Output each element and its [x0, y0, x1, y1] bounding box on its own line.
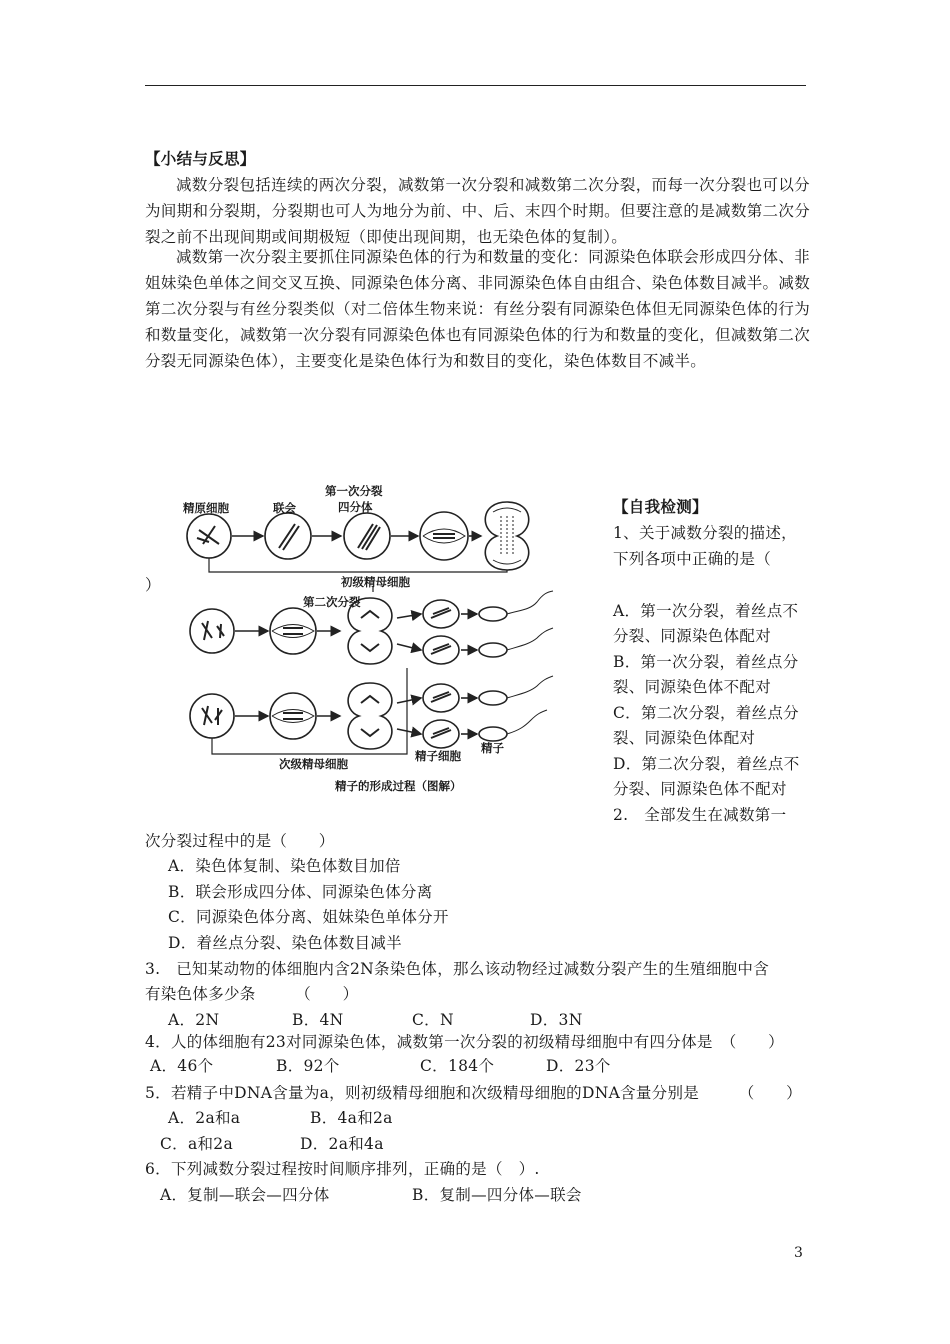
tetrad-cell — [344, 513, 390, 559]
q6-option-a: A．复制—联会—四分体 — [160, 1186, 330, 1204]
label-tetrad: 四分体 — [338, 500, 373, 514]
metaphase-two-cell-2 — [270, 693, 316, 739]
q1-option-a-1: A．第一次分裂，着丝点不 — [613, 602, 799, 620]
label-second-division: 第二次分裂 — [303, 595, 361, 609]
q2-option-a: A．染色体复制、染色体数目加倍 — [168, 857, 401, 875]
label-sperm: 精子 — [481, 741, 504, 755]
q3-option-c: C．N — [412, 1011, 454, 1029]
sperm-4 — [479, 727, 507, 741]
q5-option-a: A．2a和a — [168, 1109, 241, 1127]
sperm-3 — [479, 691, 507, 705]
page-number: 3 — [794, 1245, 803, 1261]
label-primary: 初级精母细胞 — [341, 575, 410, 589]
label-secondary: 次级精母细胞 — [279, 757, 348, 771]
label-spermatogonium: 精原细胞 — [183, 501, 229, 515]
q1-option-c-2: 裂、同源染色体配对 — [613, 729, 756, 747]
q2-option-d: D．着丝点分裂、染色体数目减半 — [168, 934, 402, 952]
q3-option-d: D．3N — [530, 1011, 583, 1029]
anaphase-two-cell-2 — [348, 683, 392, 749]
q3-option-a: A．2N — [168, 1011, 220, 1029]
q5-line-1: 5．若精子中DNA含量为a，则初级精母细胞和次级精母细胞的DNA含量分别是 （ ） — [145, 1084, 802, 1102]
selfcheck-heading: 【自我检测】 — [613, 497, 708, 516]
q4-option-b: B．92个 — [276, 1057, 340, 1075]
metaphase-two-cell-1 — [270, 608, 316, 654]
q1-line-1: 1、关于减数分裂的描述， — [613, 524, 797, 542]
q2-line-1: 2. 全部发生在减数第一 — [613, 806, 787, 824]
q4-option-c: C．184个 — [420, 1057, 495, 1075]
q4-option-d: D．23个 — [546, 1057, 611, 1075]
q1-line-2: 下列各项中正确的是（ — [613, 550, 772, 568]
metaphase-one-cell — [420, 512, 468, 560]
q6-option-b: B．复制—四分体—联会 — [412, 1186, 582, 1204]
q2-line-2: 次分裂过程中的是（ ） — [145, 832, 335, 850]
q1-option-b-2: 裂、同源染色体不配对 — [613, 678, 772, 696]
q4-line-1: 4．人的体细胞有23对同源染色体，减数第一次分裂的初级精母细胞中有四分体是 （ ） — [145, 1033, 784, 1051]
q5-option-b: B．4a和2a — [310, 1109, 393, 1127]
q1-option-c-1: C．第二次分裂，着丝点分 — [613, 704, 799, 722]
q5-option-c: C．a和2a — [160, 1135, 234, 1153]
q4-option-a: A．46个 — [150, 1057, 214, 1075]
secondary-cell-2 — [190, 694, 234, 738]
q1-option-b-1: B．第一次分裂，着丝点分 — [613, 653, 799, 671]
q1-paren: ） — [145, 576, 161, 594]
q6-line-1: 6．下列减数分裂过程按时间顺序排列，正确的是（ ）. — [145, 1160, 540, 1178]
label-spermatid: 精子细胞 — [415, 749, 461, 763]
summary-paragraph-1: 减数分裂包括连续的两次分裂，减数第一次分裂和减数第二次分裂，而每一次分裂也可以分为间期和分裂期，分裂期也可人为地分为前、中、后、末四个时期。但要注意的是减数第二次分裂之前不出现间期或间期极短（即使出现间期，也无染色体的复制）。 — [145, 176, 810, 246]
q2-option-c: C．同源染色体分离、姐妹染色单体分开 — [168, 908, 449, 926]
sperm-1 — [479, 607, 507, 621]
summary-paragraph-2: 减数第一次分裂主要抓住同源染色体的行为和数量的变化：同源染色体联会形成四分体、非姐妹染色单体之间交叉互换、同源染色体分离、非同源染色体自由组合、染色体数目减半。减数第二次分裂与有丝分裂类似（对二倍体生物来说：有丝分裂有同源染色体但无同源染色体的行为和数量变化，减数第一次分裂有同源染色体也有同源染色体的行为和数量的变化，但减数第二次分裂无同源染色体），主要变化是染色体行为和数目的变化，染色体数目不减半。 — [145, 248, 810, 370]
header-rule — [145, 85, 806, 86]
q1-option-a-2: 分裂、同源染色体配对 — [613, 627, 772, 645]
q1-option-d-2: 分裂、同源染色体不配对 — [613, 780, 787, 798]
q2-option-b: B．联会形成四分体、同源染色体分离 — [168, 883, 433, 901]
q1-option-d-1: D．第二次分裂，着丝点不 — [613, 755, 800, 773]
spermatogenesis-diagram — [175, 478, 595, 798]
secondary-cell-1 — [190, 609, 234, 653]
label-synapsis: 联会 — [273, 501, 296, 515]
label-first-division: 第一次分裂 — [325, 484, 383, 498]
sperm-2 — [479, 643, 507, 657]
summary-heading: 【小结与反思】 — [145, 149, 256, 168]
diagram-caption: 精子的形成过程（图解） — [335, 779, 462, 793]
q5-option-d: D．2a和4a — [300, 1135, 384, 1153]
q3-line-2: 有染色体多少条 （ ） — [145, 985, 359, 1003]
q3-option-b: B．4N — [292, 1011, 344, 1029]
q3-line-1: 3. 已知某动物的体细胞内含2N条染色体，那么该动物经过减数分裂产生的生殖细胞中含 — [145, 960, 770, 978]
